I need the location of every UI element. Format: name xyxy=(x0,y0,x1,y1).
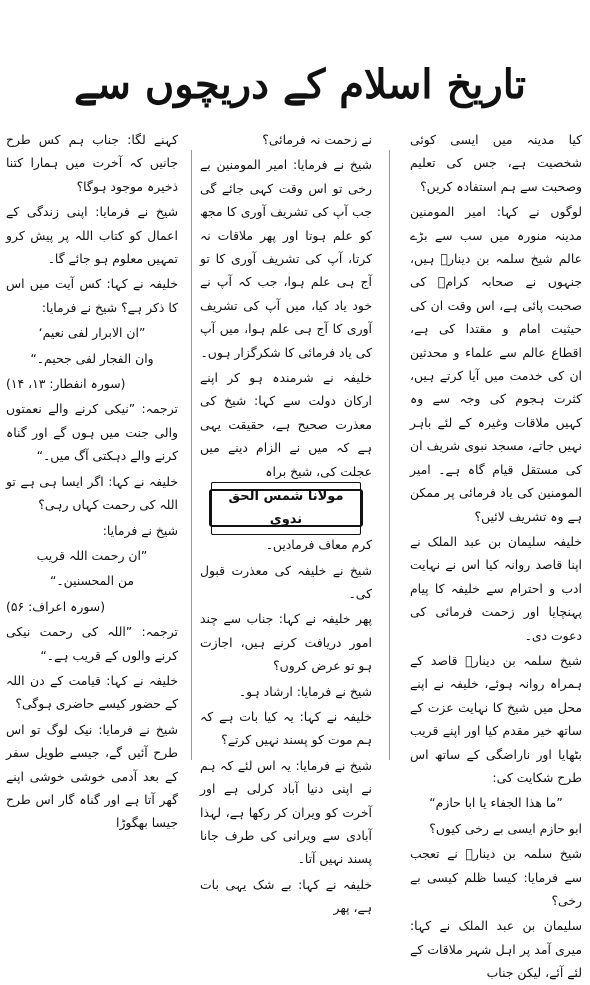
paragraph: کرم معاف فرمادیں۔ xyxy=(265,537,372,553)
paragraph: خلیفہ نے کہا: کس آیت میں اس کا ذکر ہے؟ شیخ نے فرمایا: xyxy=(6,276,178,315)
paragraph: شیخ نے فرمایا: نیک لوگ تو اس طرح آئیں گے، جیسے طویل سفر کے بعد آدمی خوشی خوشی اپنے گھر آتا ہے اور گناہ گار اس طرح جیسا بھگوڑا xyxy=(6,721,178,831)
paragraph: شیخ نے فرمایا: اپنی زندگی کے اعمال کو کتاب اللہ پر پیش کرو تمہیں معلوم ہو جائے گا۔ xyxy=(6,204,178,267)
paragraph: خلیفہ نے کہا: یہ کیا بات ہے کہ ہم موت کو پسند نہیں کرتے؟ xyxy=(200,708,372,748)
paragraph: لوگوں نے کہا: امیر المومنین مدینہ منورہ میں سب سے بڑے عالم شیخ سلمہ بن دینارؒ ہیں، جنہوں نے صحابہ کرامؓ کی صحبت پائی ہے، اس وقت ان کی حیثیت امام و مقتدا کی ہے، اقطاع عالم سے علماء و محدثین ان کی خدمت میں آیا کرتے ہیں، کثرت ہجوم کی وجہ سے وہ کہیں ملاقات وغیرہ کے لئے باہر نہیں جاتے، مسجد نبوی شریف ان کی مستقل قیام گاہ ہے۔ امیر المومنین کی یاد فرمائی پر ممکن ہے وہ تشریف لائیں؟ xyxy=(410,204,582,524)
paragraph: کہنے لگا: جناب ہم کس طرح جانیں کہ آخرت میں ہمارا کتنا ذخیرہ موجود ہوگا؟ xyxy=(6,132,178,194)
paragraph: سلیمان بن عبد الملک نے کہا: میری آمد پر اہل شہر ملاقات کے لئے آئے، لیکن جناب xyxy=(410,918,582,981)
paragraph: شیخ نے فرمایا: ارشاد ہو۔ xyxy=(238,683,372,699)
verse-reference: (سورہ انفطار: ۱۳، ۱۴) xyxy=(6,376,126,392)
quote-arabic: ”ان الابرار لفی نعیم‘ xyxy=(38,325,146,341)
author-box xyxy=(209,489,363,527)
paragraph: خلیفہ نے کہا: بے شک یہی بات ہے، پھر xyxy=(200,876,372,916)
paragraph: پھر خلیفہ نے کہا: جناب سے چند امور دریافت کرنے ہیں، اجازت ہو تو عرض کروں؟ xyxy=(200,611,372,674)
paragraph: کیا مدینہ میں ایسی کوئی شخصیت ہے، جس کی تعلیم وصحبت سے ہم استفادہ کریں؟ xyxy=(410,132,582,194)
paragraph: شیخ سلمہ بن دینارؒ قاصد کے ہمراہ روانہ ہوئے، خلیفہ نے اپنے محل میں شیخ کا نہایت عزت کے ساتھ خیر مقدم کیا اور اپنے قریب بٹھایا اور ناراضگی کے ساتھ اس طرح شکایت کی: xyxy=(410,652,582,785)
article-title: تاریخ اسلام کے دریچوں سے xyxy=(73,61,527,108)
paragraph: ترجمہ: ”نیکی کرنے والے نعمتوں والی جنت میں ہوں گے اور گناہ کرنے والے دہکتی آگ میں۔“ xyxy=(6,401,178,464)
column-divider xyxy=(191,150,192,760)
quote-arabic: ”ان رحمت اللہ قریب xyxy=(36,547,148,563)
column-left xyxy=(6,128,178,831)
quote-arabic: وان الفجار لفی جحیم۔“ xyxy=(30,350,154,366)
paragraph: خلیفہ نے کہا: اگر ایسا ہی ہے تو اللہ کی رحمت کہاں رہی؟ xyxy=(6,473,178,513)
paragraph: شیخ نے فرمایا: امیر المومنین بے رخی تو اس وقت کہی جائے گی جب آپ کی تشریف آوری کا مجھ کو علم ہوتا اور پھر ملاقات نہ کرتا، آپ کی تشریف آوری کا تو آج ہی علم ہوا، جب کہ آپ نے خود یاد کیا، میں آپ کی تشریف آوری کا آج ہی علم ہوا، میں آپ کی یاد فرمائی کا شکرگزار ہوں۔ xyxy=(200,157,372,360)
quote-arabic: ”ما هذا الجفاء یا ابا حازم“ xyxy=(429,795,563,811)
column-divider xyxy=(389,150,390,760)
paragraph: خلیفہ سلیمان بن عبد الملک نے اپنا قاصد روانہ کیا اس نے نہایت ادب و احترام سے خلیفہ کا پیام پہنچایا اور زحمت فرمائی کی دعوت دی۔ xyxy=(410,533,582,643)
paragraph: شیخ نے فرمایا: xyxy=(102,522,178,538)
author-name: مولانا شمس الحق ندوی xyxy=(211,482,361,535)
paragraph: شیخ نے خلیفہ کی معذرت قبول کی۔ xyxy=(200,562,372,601)
paragraph: ابو حازم ایسی بے رخی کیوں؟ xyxy=(429,820,582,836)
paragraph: ترجمہ: ”اللہ کی رحمت نیکی کرنے والوں کے قریب ہے۔“ xyxy=(6,624,178,663)
paragraph: نے زحمت نہ فرمائی؟ xyxy=(262,132,372,147)
paragraph: خلیفہ نے کہا: قیامت کے دن اللہ کے حضور کیسے حاضری ہوگی؟ xyxy=(6,672,178,712)
verse-reference: (سورہ اعراف: ۵۶) xyxy=(6,598,106,614)
paragraph: شیخ نے فرمایا: یہ اس لئے کہ ہم نے اپنی دنیا آباد کرلی ہے اور آخرت کو ویران کر رکھا ہے، لہذا آبادی سے ویرانی کی طرف جانا پسند نہیں آتا۔ xyxy=(200,757,372,867)
paragraph: شیخ سلمہ بن دینارؒ نے تعجب سے فرمایا: کیسا ظلم کیسی بے رخی؟ xyxy=(410,846,582,908)
paragraph: خلیفہ نے شرمندہ ہو کر اپنے ارکان دولت سے کہا: شیخ کی معذرت صحیح ہے، حقیقت یہی ہے کہ میں نے الزام دینے میں عجلت کی، شیخ براہ xyxy=(200,370,372,479)
column-right xyxy=(410,128,582,981)
quote-arabic: من المحسنین۔“ xyxy=(49,573,135,589)
column-middle xyxy=(200,128,372,916)
